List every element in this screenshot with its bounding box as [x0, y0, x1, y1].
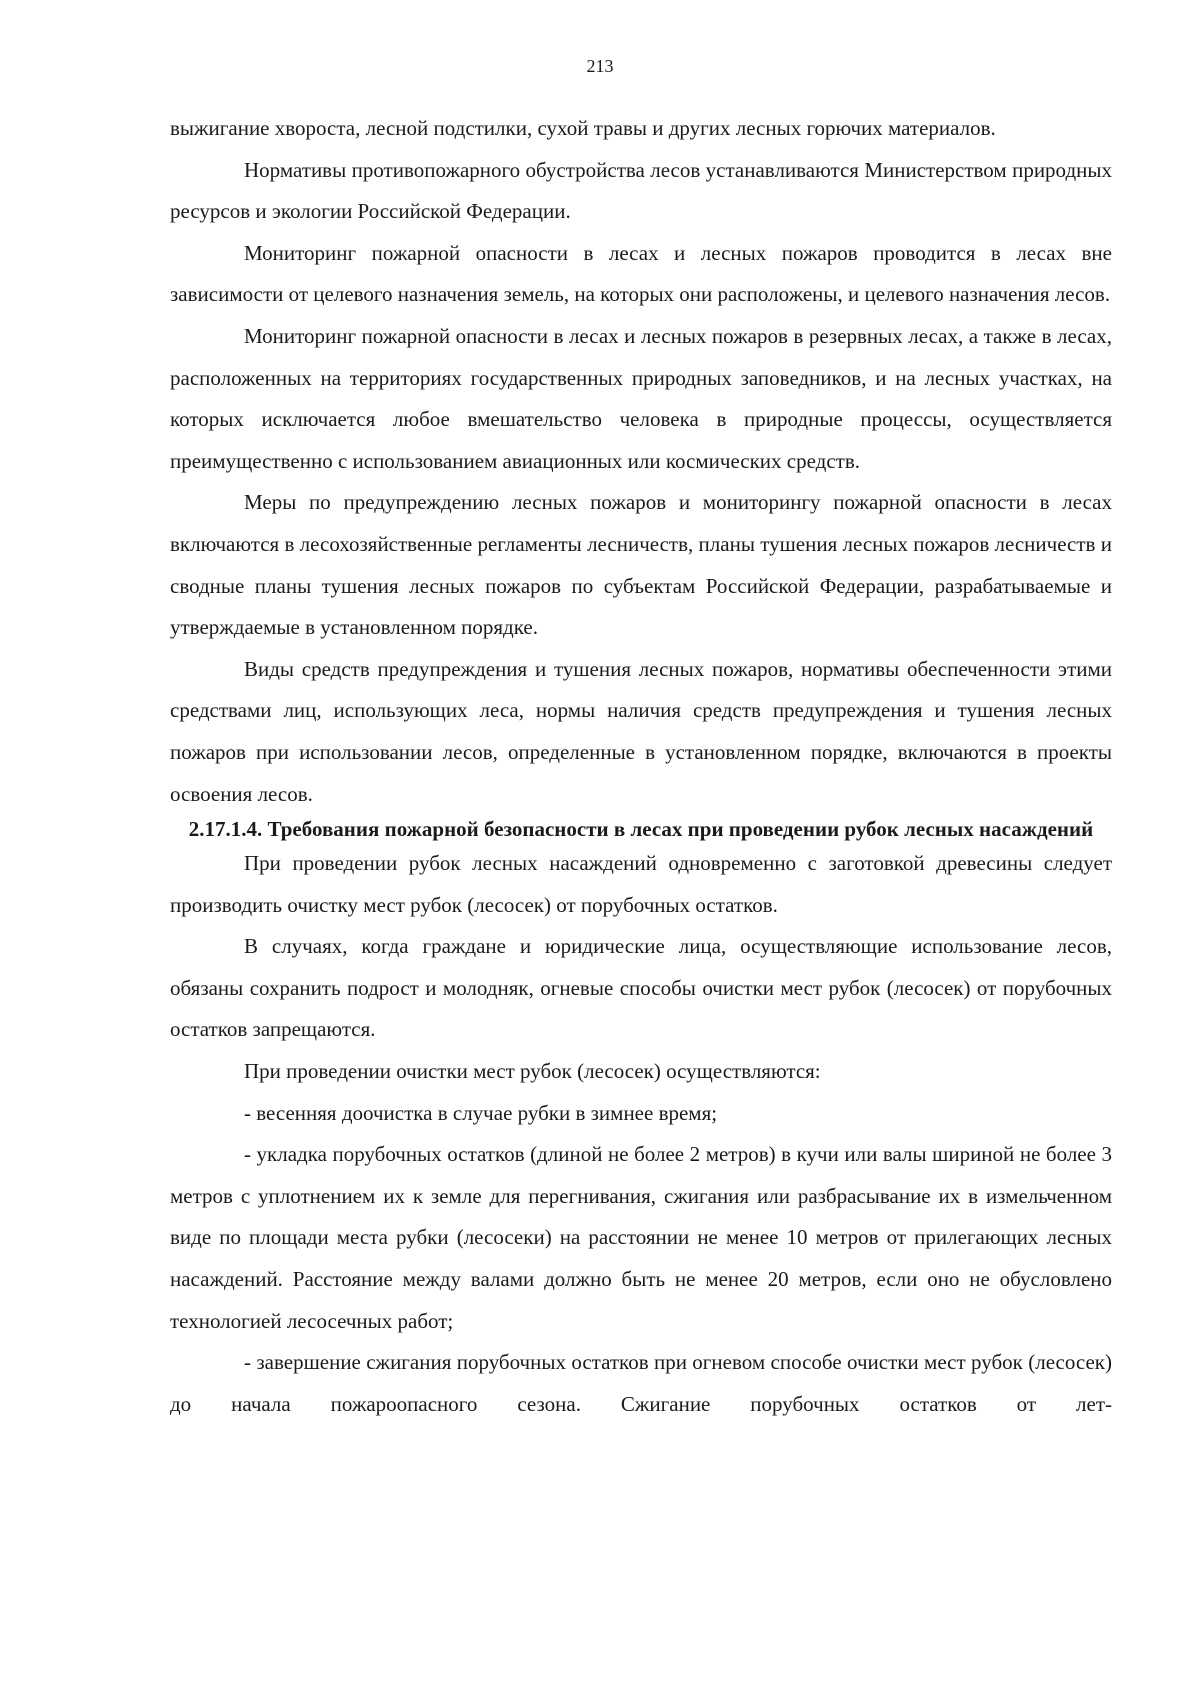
paragraph: Мониторинг пожарной опасности в лесах и лесных пожаров в резервных лесах, а также в лесах, расположенных на территориях государственных природных заповедников, и на лесных участках, на которых исключается любое вмешательство человека в природные процессы, осуществляется преимущественно с использованием авиационных или космических средств.: [170, 323, 1112, 473]
list-item: - укладка порубочных остатков (длиной не более 2 метров) в кучи или валы шириной не более 3 метров с уплотнением их к земле для перегнивания, сжигания или разбрасывание их в измельченном виде по площади места рубки (лесосеки) на расстоянии не менее 10 метров от прилегающих лесных насаждений. Расстояние между валами должно быть не менее 20 метров, если оно не обусловлено технологией лесосечных работ;: [170, 1142, 1112, 1333]
paragraph: Мониторинг пожарной опасности в лесах и лесных пожаров проводится в лесах вне зависимости от целевого назначения земель, на которых они расположены, и целевого назначения лесов.: [170, 240, 1112, 307]
paragraph: При проведении рубок лесных насаждений одновременно с заготовкой древесины следует производить очистку мест рубок (лесосек) от порубочных остатков.: [170, 851, 1112, 917]
page-number: 213: [586, 56, 614, 76]
paragraph: Виды средств предупреждения и тушения лесных пожаров, нормативы обеспеченности этими средствами лиц, использующих леса, нормы наличия средств предупреждения и тушения лесных пожаров при использовании лесов, определенные в установленном порядке, включаются в проекты освоения лесов.: [170, 656, 1112, 806]
paragraph: Нормативы противопожарного обустройства лесов устанавливаются Министерством природных ресурсов и экологии Российской Федерации.: [170, 157, 1112, 224]
section-heading: 2.17.1.4. Требования пожарной безопасности в лесах при проведении рубок лесных насаждений: [188, 817, 1094, 842]
paragraph: Меры по предупреждению лесных пожаров и мониторингу пожарной опасности в лесах включаются в лесохозяйственные регламенты лесничеств, планы тушения лесных пожаров лесничеств и сводные планы тушения лесных пожаров по субъектам Российской Федерации, разрабатываемые и утверждаемые в установленном порядке.: [170, 490, 1112, 640]
list-item: - завершение сжигания порубочных остатков при огневом способе очистки мест рубок (лесосек) до начала пожароопасного сезона. Сжигание порубочных остатков от лет-: [170, 1350, 1112, 1416]
paragraph: В случаях, когда граждане и юридические лица, осуществляющие использование лесов, обязаны сохранить подрост и молодняк, огневые способы очистки мест рубок (лесосек) от порубочных остатков запрещаются.: [170, 934, 1112, 1042]
paragraph: При проведении очистки мест рубок (лесосек) осуществляются:: [244, 1059, 821, 1084]
page-content: [170, 108, 1112, 1425]
paragraph: выжигание хвороста, лесной подстилки, сухой травы и других лесных горючих материалов.: [170, 116, 996, 140]
list-item: - весенняя доочистка в случае рубки в зимнее время;: [244, 1100, 718, 1125]
